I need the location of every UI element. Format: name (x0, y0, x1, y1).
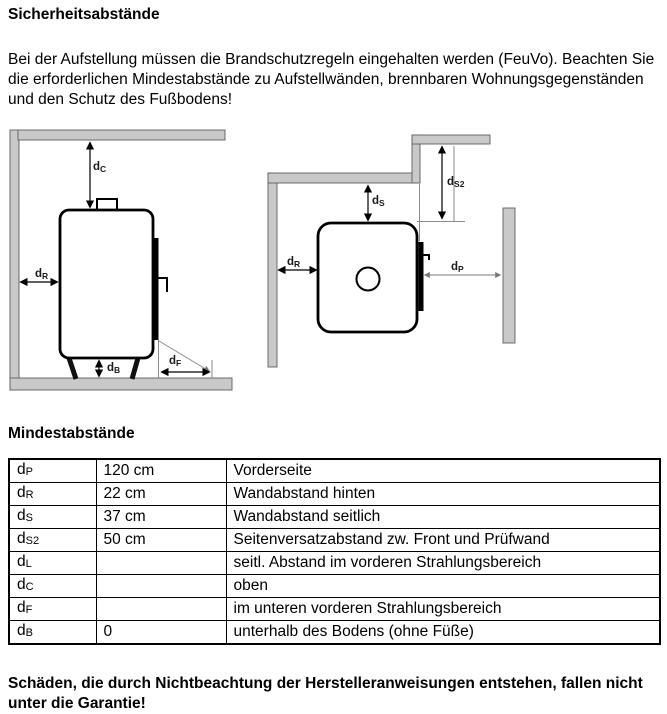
distance-value: 22 cm (96, 483, 226, 506)
flue-collar (97, 199, 117, 210)
distance-symbol: $d_C$ (9, 575, 96, 598)
distance-description: unterhalb des Bodens (ohne Füße) (226, 621, 660, 645)
table-row (9, 506, 660, 529)
distance-value: 50 cm (96, 529, 226, 552)
radiation-diagonal (159, 341, 209, 371)
ceiling (18, 130, 225, 140)
stove-door-top (419, 242, 424, 311)
table-row (9, 552, 660, 575)
top-view-diagram (265, 128, 520, 392)
table-row (9, 459, 660, 483)
label-dc: $d_C$ (93, 161, 107, 174)
distance-symbol: $d_L$ (9, 552, 96, 575)
distance-symbol: $d_B$ (9, 621, 96, 645)
intro-paragraph: Bei der Aufstellung müssen die Brandschutzregeln eingehalten werden (FeuVo). Beachten Sie die erforderlichen Mindestabstände zu Aufstellwänden, brennbaren Wohnungsgegenständen und den Schutz des Fußbodens! (8, 51, 655, 108)
test-wall (503, 208, 515, 343)
min-distances-table (8, 458, 661, 645)
label-ds: $d_S$ (372, 195, 385, 208)
distance-value (96, 598, 226, 621)
distance-symbol: $d_S$ (9, 506, 96, 529)
distance-value (96, 575, 226, 598)
section-heading: Mindestabstände (8, 425, 135, 442)
stove-leg-right (132, 358, 138, 379)
table-row (9, 483, 660, 506)
stove-leg-left (69, 358, 76, 379)
distance-description: im unteren vorderen Strahlungsbereich (226, 598, 660, 621)
distance-value: 37 cm (96, 506, 226, 529)
door-handle-top (423, 255, 429, 260)
rear-wall (268, 173, 420, 183)
distance-symbol: $d_{S2}$ (9, 529, 96, 552)
distance-description: Wandabstand hinten (226, 483, 660, 506)
floor (10, 378, 232, 390)
label-dr: $d_R$ (35, 268, 49, 281)
back-wall (10, 130, 19, 390)
label-dr-top: $d_R$ (287, 256, 301, 269)
label-dp: $d_P$ (451, 261, 464, 274)
side-view-drawing (8, 128, 238, 392)
table-row (9, 575, 660, 598)
table-row (9, 598, 660, 621)
label-ds2: $d_{S2}$ (447, 176, 465, 189)
warranty-warning: Schäden, die durch Nichtbeachtung der Herstelleranweisungen entstehen, fallen nicht unter die Garantie! (8, 675, 643, 712)
distance-description: Wandabstand seitlich (226, 506, 660, 529)
distance-value: 120 cm (96, 459, 226, 483)
distance-symbol: $d_F$ (9, 598, 96, 621)
table-row (9, 621, 660, 645)
distance-value (96, 552, 226, 575)
flue-outlet (357, 268, 380, 291)
stove-door (153, 238, 159, 340)
door-handle (158, 278, 167, 292)
side-wall (268, 173, 277, 367)
distance-symbol: $d_P$ (9, 459, 96, 483)
label-db: $d_B$ (107, 362, 121, 375)
distance-description: seitl. Abstand im vorderen Strahlungsbereich (226, 552, 660, 575)
distance-description: Vorderseite (226, 459, 660, 483)
side-view-diagram (8, 128, 238, 392)
offset-wall (412, 135, 490, 144)
label-df: $d_F$ (169, 355, 182, 368)
page-title: Sicherheitsabstände (8, 6, 160, 23)
distance-description: oben (226, 575, 660, 598)
distance-description: Seitenversatzabstand zw. Front und Prüfwand (226, 529, 660, 552)
table-row (9, 529, 660, 552)
distance-value: 0 (96, 621, 226, 645)
top-view-drawing (265, 128, 520, 392)
stove-body (60, 210, 153, 358)
clearance-diagrams (8, 128, 659, 392)
distance-symbol: $d_R$ (9, 483, 96, 506)
